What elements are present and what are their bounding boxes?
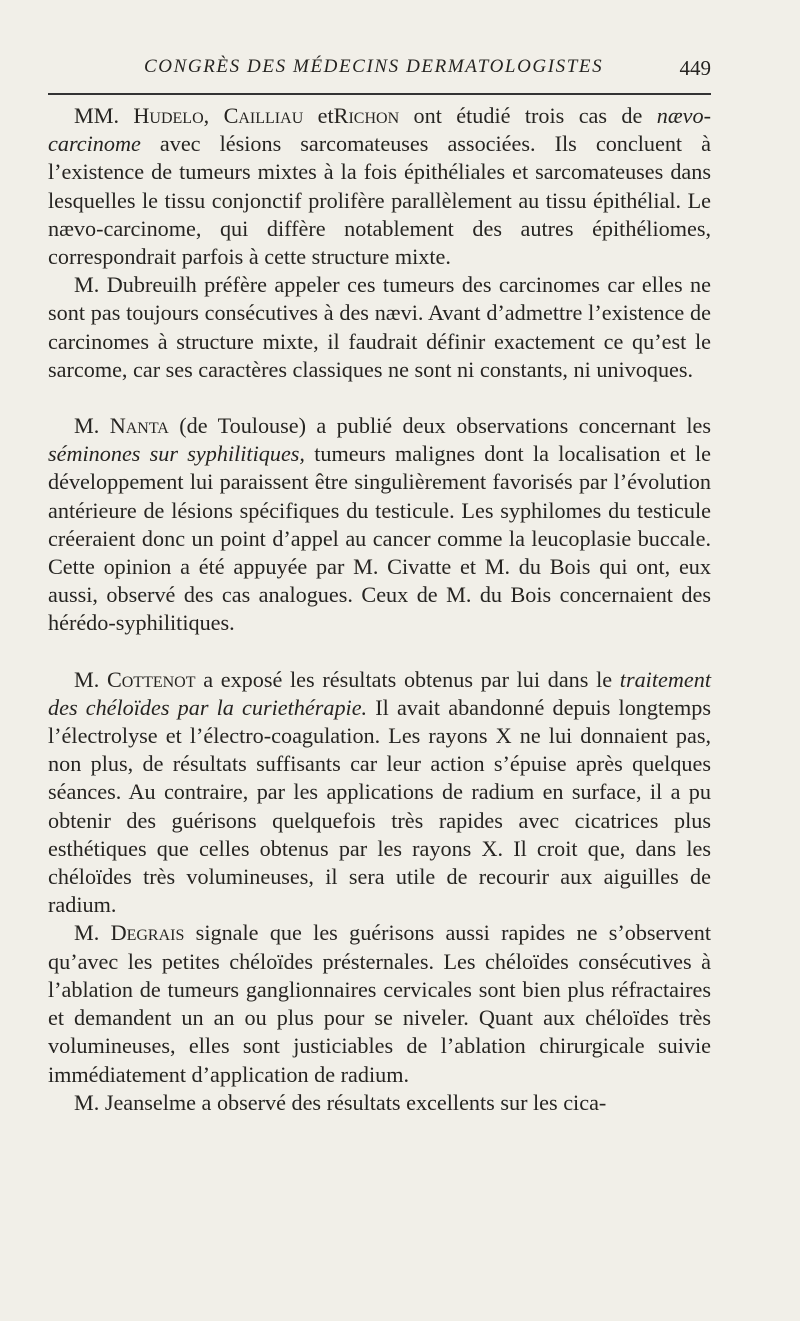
italic-term: séminones sur syphilitiques, xyxy=(48,441,305,467)
paragraph-cottenot: M. Cottenot a exposé les résultats obtenus par lui dans le traitement des chéloïdes par la curiethérapie. Il avait abandonné depuis longtemps l’électrolyse et l’électro-coagulation. Les rayons X ne lui donnaient pas, non plus, de résultats suffisants car leur action s’épuise après quelques séances. Au contraire, par les applications de radium en surface, il a pu obtenir des guérisons quelquefois très rapides avec cicatrices plus esthétiques que celles obtenus par les rayons X. Il croit que, dans les chéloïdes très volumineuses, il sera utile de recourir aux aiguilles de radium. xyxy=(48,666,711,918)
paragraph-nanta: M. Nanta (de Toulouse) a publié deux observations concernant les séminones sur syphilitiques, tumeurs malignes dont la localisation et le développement lui paraissent être singulièrement favorisés par l’évolution antérieure de lésions spécifiques du testicule. Les syphilomes du testicule créeraient donc un point d’appel au cancer comme la leucoplasie buccale. Cette opinion a été appuyée par M. Civatte et M. du Bois qui ont, eux aussi, observé des cas analogues. Ceux de M. du Bois concernaient des hérédo-syphilitiques. xyxy=(48,413,711,636)
page-number: 449 xyxy=(679,56,711,80)
running-title: CONGRÈS DES MÉDECINS DERMATOLOGISTES xyxy=(144,56,604,77)
author-name: Cailliau xyxy=(223,103,304,128)
author-name: Richon xyxy=(333,103,400,128)
italic-term: traitement des chéloïdes par la curiethérapie. xyxy=(48,666,711,720)
paragraph-jeanselme: M. Jeanselme a observé des résultats excellents sur les cica- xyxy=(74,1089,607,1115)
paragraph-dubreuilh: M. Dubreuilh préfère appeler ces tumeurs des carcinomes car elles ne sont pas toujours consécutives à des nævi. Avant d’admettre l’existence de carcinomes à structure mixte, il faudrait définir exactement ce qu’est le sarcome, car ses caractères classiques ne sont ni constants, ni univoques. xyxy=(48,272,711,382)
author-name: Hudelo xyxy=(133,103,204,128)
page-header xyxy=(48,56,711,86)
header-rule xyxy=(48,93,711,95)
italic-term: nævo-carcinome xyxy=(48,103,711,157)
author-name: Nanta xyxy=(109,413,169,439)
paragraph-degrais: M. Degrais signale que les guérisons aussi rapides ne s’observent qu’avec les petites chéloïdes présternales. Les chéloïdes consécutives à l’ablation de tumeurs ganglionnaires cervicales sont bien plus réfractaires et demandent un an ou plus pour se niveler. Quant aux chéloïdes très volumineuses, elles sont justiciables de l’ablation chirurgicale suivie immédiatement d’application de radium. xyxy=(48,920,711,1087)
body-text xyxy=(48,102,711,1117)
paragraph-hudelo: MM. Hudelo, Cailliau etRichon ont étudié trois cas de nævo-carcinome avec lésions sarcomateuses associées. Ils concluent à l’existence de tumeurs mixtes à la fois épithéliales et sarcomateuses dans lesquelles le tissu conjonctif prolifère parallèlement au tissu épithélial. Le nævo-carcinome, qui diffère notablement des autres épithéliomes, correspondrait parfois à cette structure mixte. xyxy=(48,103,711,270)
author-name: Cottenot xyxy=(106,666,196,692)
author-name: Degrais xyxy=(110,920,185,946)
